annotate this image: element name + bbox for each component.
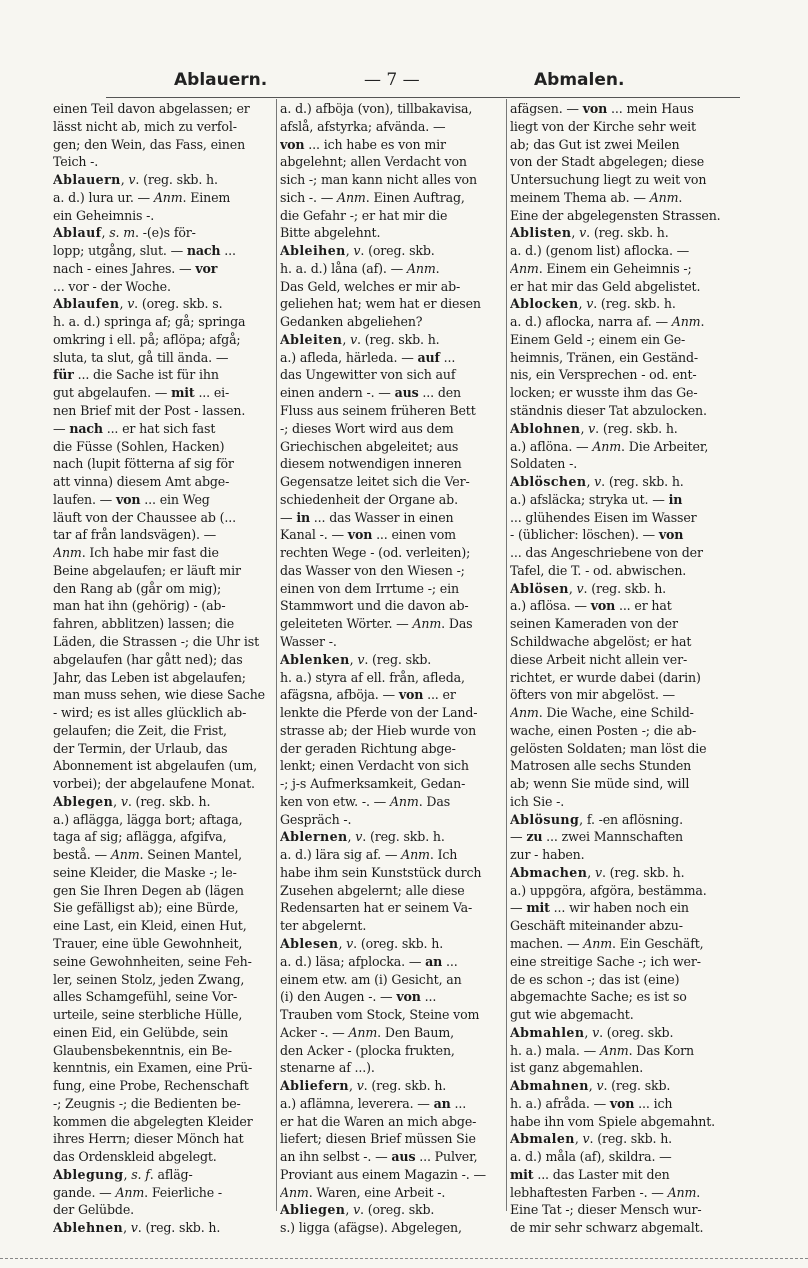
text-line: lenkte die Pferde von der Land- [280, 705, 478, 721]
text-line: a.) afsläcka; stryka ut. — in [510, 491, 683, 507]
text-line: h. a. d.) låna (af). — Anm. [280, 260, 440, 276]
text-line: nach - eines Jahres. — vor [53, 260, 218, 276]
text-line: — nach ... er hat sich fast [53, 420, 216, 436]
text-line: Anm. Die Wache, eine Schild- [510, 705, 694, 721]
text-line: locken; er wusste ihm das Ge- [510, 385, 698, 401]
text-line: tar af från landsvägen). — [53, 527, 217, 543]
text-line: h. a.) styra af ell. från, afleda, [280, 669, 465, 685]
text-line: der Termin, der Urlaub, das [53, 740, 228, 756]
text-line: lässt nicht ab, mich zu verfol- [53, 118, 237, 134]
text-line: einen Teil davon abgelassen; er [53, 101, 250, 116]
text-line: gut abgelaufen. — mit ... ei- [53, 385, 230, 401]
text-line: ... vor - der Woche. [53, 278, 171, 294]
text-line: a.) aflöna. — Anm. Die Arbeiter, [510, 438, 709, 454]
text-line: afägsna, afböja. — von ... er [280, 687, 456, 703]
text-line: a. d.) läsa; afplocka. — an ... [280, 953, 458, 969]
text-line: machen. — Anm. Ein Geschäft, [510, 935, 704, 951]
text-line: mit ... das Laster mit den [510, 1166, 670, 1182]
text-line: habe ihm sein Kunststück durch [280, 864, 482, 880]
text-line: Schildwache abgelöst; er hat [510, 633, 692, 649]
text-line: Geschäft miteinander abzu- [510, 918, 683, 934]
text-line: Abliefern, v. (reg. skb. h. [280, 1078, 447, 1094]
text-line: Ablegen, v. (reg. skb. h. [53, 793, 211, 809]
text-line: zur - haben. [510, 847, 585, 863]
text-line: nach (lupit fötterna af sig för [53, 456, 234, 472]
text-line: Ablohnen, v. (reg. skb. h. [510, 420, 678, 436]
text-line: er hat die Waren an mich abge- [280, 1113, 477, 1129]
text-line: Anm. Waren, eine Arbeit -. [280, 1184, 446, 1200]
text-line: von der Stadt abgelegen; diese [510, 154, 705, 170]
text-line: Untersuchung liegt zu weit von [510, 172, 707, 188]
text-line: lebhaftesten Farben -. — Anm. [510, 1184, 701, 1200]
text-line: sluta, ta slut, gå till ända. — [53, 349, 229, 365]
text-line: seine Kleider, die Maske -; le- [53, 864, 237, 880]
text-line: Abmachen, v. (reg. skb. h. [510, 864, 685, 880]
text-line: sich -; man kann nicht alles von [280, 172, 477, 188]
header-rule [106, 97, 740, 98]
text-line: Gegensatze leitet sich die Ver- [280, 474, 470, 490]
text-line: taga af sig; aflägga, afgifva, [53, 829, 227, 845]
text-line: ab; das Gut ist zwei Meilen [510, 136, 680, 152]
text-line: Tafel, die T. - od. abwischen. [510, 562, 687, 578]
text-line: gut wie abgemacht. [510, 1007, 634, 1023]
page-number: — 7 — [364, 70, 420, 90]
text-line: -; j-s Aufmerksamkeit, Gedan- [280, 776, 466, 792]
text-line: — zu ... zwei Mannschaften [510, 829, 683, 845]
text-line: habe ihn vom Spiele abgemahnt. [510, 1113, 716, 1129]
text-line: — in ... das Wasser in einen [280, 509, 454, 525]
text-line: a. d.) aflocka, narra af. — Anm. [510, 314, 705, 330]
text-line: Abmalen, v. (reg. skb. h. [510, 1131, 673, 1147]
page-header [60, 68, 760, 96]
text-line: Ablocken, v. (reg. skb. h. [510, 296, 676, 312]
text-line: Abmahnen, v. (reg. skb. [510, 1078, 671, 1094]
text-line: -; Zeugnis -; die Bedienten be- [53, 1095, 241, 1111]
text-line: wache, einen Posten -; die ab- [510, 722, 697, 738]
text-line: ist ganz abgemahlen. [510, 1060, 644, 1076]
text-line: lopp; utgång, slut. — nach ... [53, 243, 236, 259]
text-line: Ablösung, f. -en aflösning. [510, 811, 683, 827]
text-line: schiedenheit der Organe ab. [280, 491, 458, 507]
column-1 [53, 100, 275, 1237]
text-line: Ablehnen, v. (reg. skb. h. [53, 1220, 221, 1236]
text-line: eine Last, ein Kleid, einen Hut, [53, 918, 247, 934]
text-line: von ... ich habe es von mir [280, 136, 446, 152]
text-line: das Ordenskleid abgelegt. [53, 1149, 217, 1165]
text-line: gelaufen; die Zeit, die Frist, [53, 722, 227, 738]
text-line: strasse ab; der Hieb wurde von [280, 722, 477, 738]
text-line: a.) aflämna, leverera. — an ... [280, 1095, 467, 1111]
text-line: Ablösen, v. (reg. skb. h. [510, 580, 667, 596]
text-line: fung, eine Probe, Rechenschaft [53, 1078, 249, 1094]
text-line: a.) aflösa. — von ... er hat [510, 598, 672, 614]
text-line: gelösten Soldaten; man löst die [510, 740, 707, 756]
text-line: Anm. Ich habe mir fast die [53, 545, 219, 561]
text-line: kenntnis, ein Examen, eine Prü- [53, 1060, 253, 1076]
text-line: h. a.) afråda. — von ... ich [510, 1095, 673, 1111]
text-line: richtet, er wurde dabei (darin) [510, 669, 701, 685]
text-line: ter abgelernt. [280, 918, 367, 934]
text-line: lenkt; einen Verdacht von sich [280, 758, 469, 774]
text-line: man muss sehen, wie diese Sache [53, 687, 265, 703]
text-line: Gedanken abgeliehen? [280, 314, 423, 330]
text-line: ihres Herrn; dieser Mönch hat [53, 1131, 244, 1147]
text-line: Sie gefälligst ab); eine Bürde, [53, 900, 239, 916]
text-line: abgelaufen (har gått ned); das [53, 651, 243, 667]
text-line: Eine Tat -; dieser Mensch wur- [510, 1202, 702, 1218]
text-line: heimnis, Tränen, ein Geständ- [510, 349, 698, 365]
text-line: Abonnement ist abgelaufen (um, [53, 758, 257, 774]
text-line: - (üblicher: löschen). — von [510, 527, 684, 543]
text-line: gande. — Anm. Feierliche - [53, 1184, 222, 1200]
text-line: alles Schamgefühl, seine Vor- [53, 989, 238, 1005]
text-line: der geraden Richtung abge- [280, 740, 456, 756]
text-line: einem etw. am (i) Gesicht, an [280, 971, 462, 987]
text-line: (i) den Augen -. — von ... [280, 989, 437, 1005]
text-line: Matrosen alle sechs Stunden [510, 758, 692, 774]
text-line: abgelehnt; allen Verdacht von [280, 154, 467, 170]
text-line: a. d.) lura ur. — Anm. Einem [53, 189, 231, 205]
page-bottom-edge [0, 1258, 808, 1259]
column-3 [510, 100, 732, 1237]
text-line: Glaubensbekenntnis, ein Be- [53, 1042, 232, 1058]
text-line: - wird; es ist alles glücklich ab- [53, 705, 247, 721]
text-line: gen Sie Ihren Degen ab (lägen [53, 882, 244, 898]
text-line: a.) afleda, härleda. — auf ... [280, 349, 456, 365]
text-line: Proviant aus einem Magazin -. — [280, 1166, 486, 1182]
text-line: de mir sehr schwarz abgemalt. [510, 1220, 704, 1236]
text-line: geliehen hat; wem hat er diesen [280, 296, 481, 312]
text-line: Ablesen, v. (oreg. skb. h. [280, 935, 444, 951]
text-line: h. a. d.) springa af; gå; springa [53, 314, 246, 330]
text-line: a. d.) lära sig af. — Anm. Ich [280, 847, 458, 863]
text-line: Abliegen, v. (oreg. skb. [280, 1202, 435, 1218]
text-line: ständnis dieser Tat abzulocken. [510, 403, 707, 419]
text-line: geleiteten Wörter. — Anm. Das [280, 616, 473, 632]
text-line: die Gefahr -; er hat mir die [280, 207, 448, 223]
text-line: Ablernen, v. (reg. skb. h. [280, 829, 445, 845]
text-line: Beine abgelaufen; er läuft mir [53, 562, 241, 578]
text-line: nen Brief mit der Post - lassen. [53, 403, 246, 419]
text-line: abgemachte Sache; es ist so [510, 989, 687, 1005]
text-line: diese Arbeit nicht allein ver- [510, 651, 688, 667]
column-divider-1 [276, 99, 277, 1211]
text-line: ein Geheimnis -. [53, 207, 155, 223]
text-line: Griechischen abgeleitet; aus [280, 438, 459, 454]
text-line: Zusehen abgelernt; alle diese [280, 882, 465, 898]
text-line: läuft von der Chaussee ab (... [53, 509, 236, 525]
text-line: att vinna) diesem Amt abge- [53, 474, 230, 490]
text-line: an ihn selbst -. — aus ... Pulver, [280, 1149, 478, 1165]
text-line: a.) aflägga, lägga bort; aftaga, [53, 811, 243, 827]
text-line: omkring i ell. på; aflöpa; afgå; [53, 331, 241, 347]
column-divider-2 [506, 99, 507, 1211]
text-line: sich -. — Anm. Einen Auftrag, [280, 189, 465, 205]
text-line: einen Eid, ein Gelübde, sein [53, 1024, 229, 1040]
text-line: Trauer, eine üble Gewohnheit, [53, 935, 243, 951]
text-line: er hat mir das Geld abgelistet. [510, 278, 701, 294]
text-line: das Ungewitter von sich auf [280, 367, 456, 383]
text-line: Ablegung, s. f. afläg- [53, 1166, 193, 1182]
text-line: ... glühendes Eisen im Wasser [510, 509, 697, 525]
text-line: de es schon -; das ist (eine) [510, 971, 680, 987]
text-line: Stammwort und die davon ab- [280, 598, 469, 614]
text-line: ken von etw. -. — Anm. Das [280, 793, 451, 809]
text-line: einen von dem Irrtume -; ein [280, 580, 459, 596]
text-line: seine Gewohnheiten, seine Feh- [53, 953, 252, 969]
text-line: stenarne af ...). [280, 1060, 375, 1076]
text-line: Wasser -. [280, 633, 337, 649]
text-line: h. a.) mala. — Anm. Das Korn [510, 1042, 694, 1058]
text-line: Ablauf, s. m. -(e)s för- [53, 225, 196, 241]
text-line: seinen Kameraden von der [510, 616, 678, 632]
text-line: Einem Geld -; einem ein Ge- [510, 331, 686, 347]
text-line: Anm. Einem ein Geheimnis -; [510, 260, 692, 276]
text-line: das Wasser von den Wiesen -; [280, 562, 465, 578]
text-line: ler, seinen Stolz, jeden Zwang, [53, 971, 245, 987]
text-line: kommen die abgelegten Kleider [53, 1113, 253, 1129]
right-guide-word: Abmalen. [534, 70, 625, 90]
text-line: Acker -. — Anm. Den Baum, [280, 1024, 455, 1040]
text-line: ich Sie -. [510, 793, 565, 809]
text-line: rechten Wege - (od. verleiten); [280, 545, 471, 561]
text-line: -; dieses Wort wird aus dem [280, 420, 454, 436]
text-line: a. d.) måla (af), skildra. — [510, 1149, 672, 1165]
text-line: Das Geld, welches er mir ab- [280, 278, 461, 294]
text-line: gen; den Wein, das Fass, einen [53, 136, 246, 152]
text-line: bestå. — Anm. Seinen Mantel, [53, 847, 242, 863]
text-line: die Füsse (Sohlen, Hacken) [53, 438, 225, 454]
text-line: Kanal -. — von ... einen vom [280, 527, 456, 543]
text-line: Ablisten, v. (reg. skb. h. [510, 225, 669, 241]
text-line: den Rang ab (går om mig); [53, 580, 222, 596]
text-line: a. d.) afböja (von), tillbakavisa, [280, 101, 473, 116]
text-line: a.) uppgöra, afgöra, bestämma. [510, 882, 707, 898]
text-line: Ableihen, v. (oreg. skb. [280, 243, 435, 259]
text-line: liefert; diesen Brief müssen Sie [280, 1131, 476, 1147]
text-line: für ... die Sache ist für ihn [53, 367, 219, 383]
text-line: Gespräch -. [280, 811, 352, 827]
text-line: Fluss aus seinem früheren Bett [280, 403, 476, 419]
text-line: nis, ein Versprechen - od. ent- [510, 367, 697, 383]
text-line: a. d.) (genom list) aflocka. — [510, 243, 690, 259]
text-line: ... das Angeschriebene von der [510, 545, 703, 561]
text-line: Trauben vom Stock, Steine vom [280, 1007, 480, 1023]
text-line: einen andern -. — aus ... den [280, 385, 462, 401]
text-line: — mit ... wir haben noch ein [510, 900, 689, 916]
text-line: s.) ligga (afägse). Abgelegen, [280, 1220, 462, 1236]
text-line: afslå, afstyrka; afvända. — [280, 118, 446, 134]
text-line: Eine der abgelegensten Strassen. [510, 207, 721, 223]
text-line: Bitte abgelehnt. [280, 225, 381, 241]
text-line: urteile, seine sterbliche Hülle, [53, 1007, 243, 1023]
text-line: vorbei); der abgelaufene Monat. [53, 776, 255, 792]
column-2 [280, 100, 502, 1237]
text-line: Ablaufen, v. (oreg. skb. s. [53, 296, 223, 312]
text-line: Ableiten, v. (reg. skb. h. [280, 331, 440, 347]
text-line: Ablauern, v. (reg. skb. h. [53, 172, 218, 188]
text-line: meinem Thema ab. — Anm. [510, 189, 683, 205]
text-line: Soldaten -. [510, 456, 578, 472]
text-line: Teich -. [53, 154, 99, 170]
text-line: man hat ihn (gehörig) - (ab- [53, 598, 226, 614]
text-line: Jahr, das Leben ist abgelaufen; [53, 669, 246, 685]
left-guide-word: Ablauern. [174, 70, 268, 90]
text-line: Ablenken, v. (reg. skb. [280, 651, 432, 667]
text-line: Läden, die Strassen -; die Uhr ist [53, 633, 260, 649]
text-line: diesem notwendigen inneren [280, 456, 462, 472]
text-line: ab; wenn Sie müde sind, will [510, 776, 690, 792]
text-line: den Acker - (plocka frukten, [280, 1042, 455, 1058]
text-line: eine streitige Sache -; ich wer- [510, 953, 701, 969]
text-line: Abmahlen, v. (oreg. skb. [510, 1024, 674, 1040]
text-line: öfters von mir abgelöst. — [510, 687, 675, 703]
text-line: afägsen. — von ... mein Haus [510, 101, 694, 116]
text-line: fahren, abblitzen) lassen; die [53, 616, 235, 632]
text-line: Ablöschen, v. (reg. skb. h. [510, 474, 684, 490]
text-line: laufen. — von ... ein Weg [53, 491, 210, 507]
text-line: liegt von der Kirche sehr weit [510, 118, 696, 134]
text-line: der Gelübde. [53, 1202, 134, 1218]
text-line: Redensarten hat er seinem Va- [280, 900, 473, 916]
